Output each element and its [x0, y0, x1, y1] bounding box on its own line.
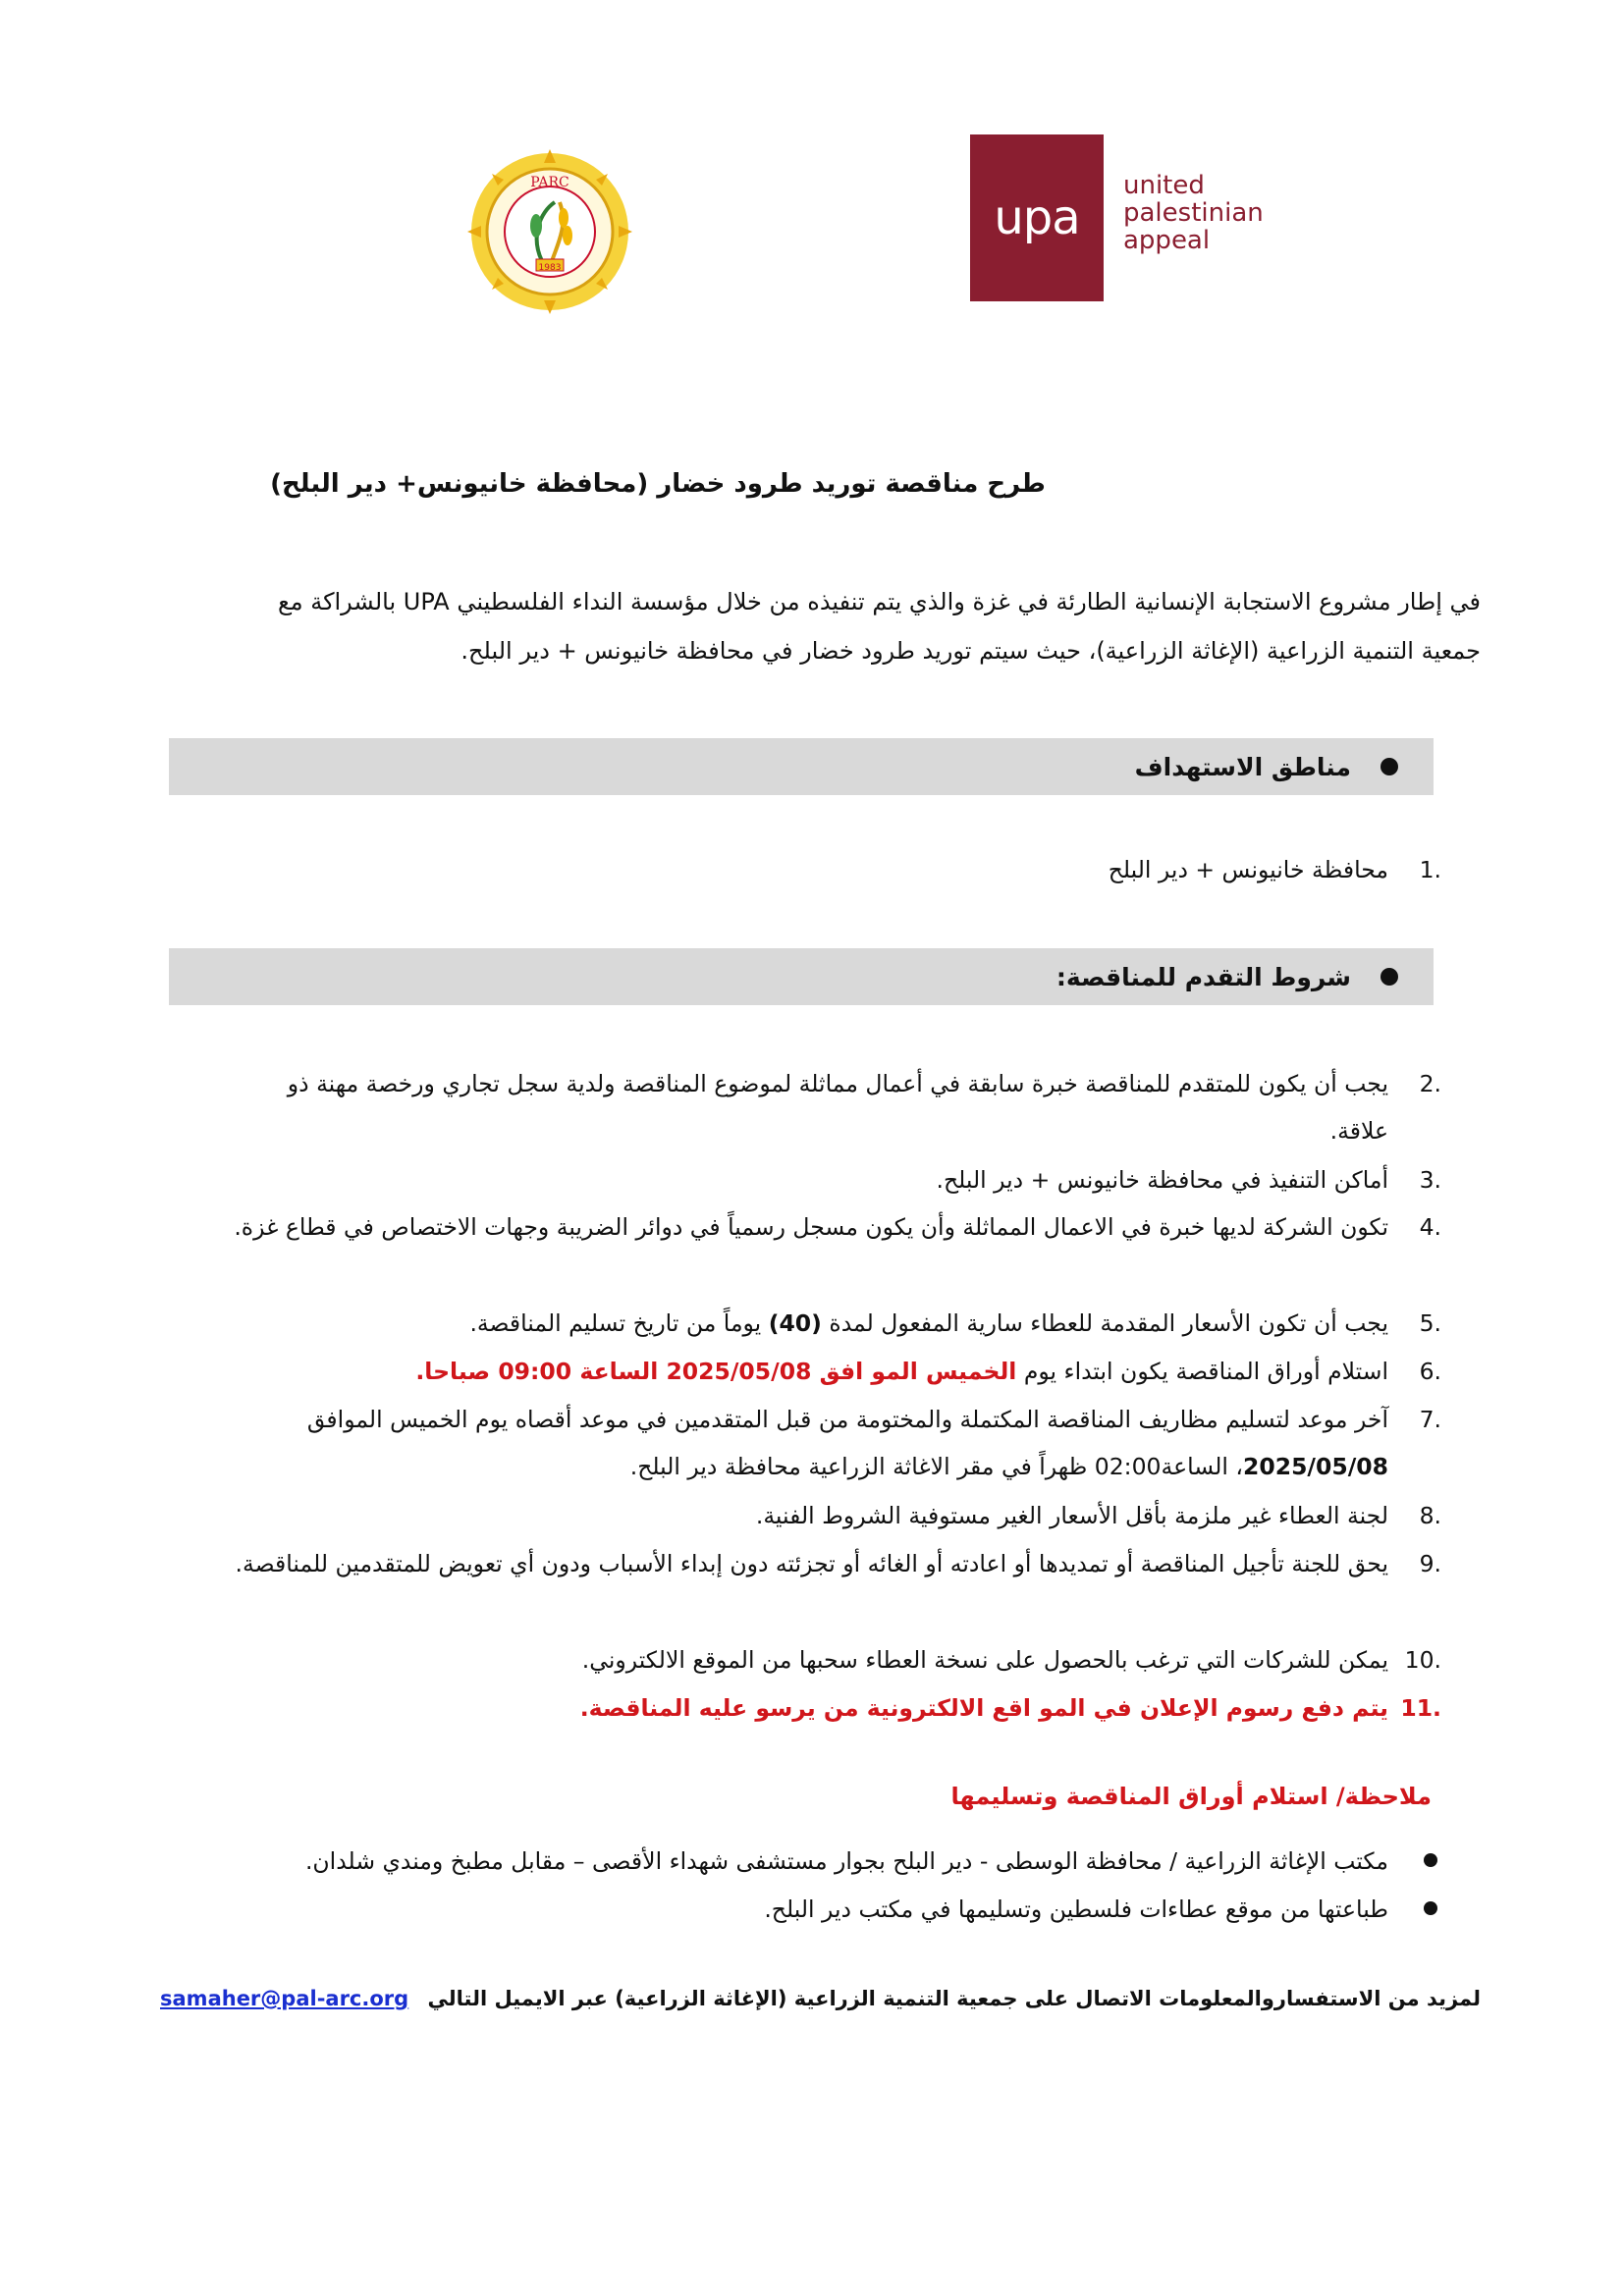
condition-item-9: 9. يحق للجنة تأجيل المناقصة أو تمديدها أو اعادته أو الغائه أو تجزئته دون إبداء الأسباب ودون أي تعويض للمتقدمين للمناقصة.: [235, 1550, 1441, 1577]
bullet-icon: [1424, 1853, 1437, 1867]
condition-item-4: 4. تكون الشركة لديها خبرة في الاعمال المماثلة وأن يكون مسجل رسمياً في دوائر الضريبة وجهات الاختصاص في قطاع غزة.: [234, 1213, 1441, 1241]
note-bullet-2: طباعتها من موقع عطاءات فلسطين وتسليمها في مكتب دير البلح.: [230, 1886, 1388, 1933]
condition-item-7: 7. آخر موعد لتسليم مظاريف المناقصة المكتملة والمختومة من قبل المتقدمين في موعد أقصاه يوم الخميس الموافق 2025/05/08، الساعة02:00 ظهراً في مقر الاغاثة الزراعية محافظة دير البلح.: [306, 1406, 1441, 1480]
note-title: ملاحظة/ استلام أوراق المناقصة وتسليمها: [950, 1783, 1432, 1810]
svg-text:1983: 1983: [538, 263, 562, 273]
condition-item-10: 10. يمكن للشركات التي ترغب بالحصول على نسخة العطاء سحبها من الموقع الالكتروني.: [581, 1646, 1441, 1674]
condition-item-2: 2. يجب أن يكون للمتقدم للمناقصة خبرة سابقة في أعمال مماثلة لموضوع المناقصة ولدية سجل تجاري ورخصة مهنة ذو علاقة.: [287, 1070, 1441, 1145]
section-conditions-header: [169, 948, 1434, 1005]
upa-wordmark: united palestinian appeal: [1123, 171, 1264, 255]
condition-item-6: 6. استلام أوراق المناقصة يكون ابتداء يوم الخميس المو افق 2025/05/08 الساعة 09:00 صباحا.: [415, 1358, 1441, 1385]
contact-email-link[interactable]: samaher@pal-arc.org: [160, 1987, 409, 2010]
parc-emblem-icon: [452, 149, 648, 314]
upa-mark: upa: [970, 134, 1104, 301]
svg-text:PARC: PARC: [530, 175, 569, 190]
contact-footer: [145, 1987, 1481, 2010]
parc-logo: [452, 149, 648, 314]
bullet-icon: [1380, 758, 1398, 775]
intro-line-2: جمعية التنمية الزراعية (الإغاثة الزراعية)، حيث سيتم توريد طرود خضار في محافظة خانيونس + دير البلح.: [460, 637, 1481, 665]
upa-logo: [970, 134, 1274, 301]
bullet-icon: [1380, 968, 1398, 986]
page-title: طرح مناقصة توريد طرود خضار (محافظة خانيونس+ دير البلح): [270, 469, 1046, 499]
condition-item-3: 3. أماكن التنفيذ في محافظة خانيونس + دير البلح.: [936, 1166, 1441, 1194]
bullet-icon: [1424, 1901, 1437, 1915]
section-target-header: [169, 738, 1434, 795]
note-bullet-1: مكتب الإغاثة الزراعية / محافظة الوسطى - دير البلح بجوار مستشفى شهداء الأقصى – مقابل مطبخ ومندي شلدان.: [230, 1838, 1388, 1885]
condition-item-8: 8. لجنة العطاء غير ملزمة بأقل الأسعار الغير مستوفية الشروط الفنية.: [755, 1502, 1441, 1529]
target-item-1: 1. محافظة خانيونس + دير البلح: [1108, 856, 1441, 883]
section-conditions-title: شروط التقدم للمناقصة:: [1056, 962, 1351, 991]
condition-item-11: 11. يتم دفع رسوم الإعلان في المو اقع الالكترونية من يرسو عليه المناقصة.: [579, 1694, 1441, 1722]
condition-item-5: 5. يجب أن تكون الأسعار المقدمة للعطاء سارية المفعول لمدة (40) يوماً من تاريخ تسليم المناقصة.: [469, 1309, 1441, 1337]
intro-line-1: في إطار مشروع الاستجابة الإنسانية الطارئة في غزة والذي يتم تنفيذه من خلال مؤسسة النداء الفلسطيني UPA بالشراكة مع: [277, 588, 1481, 615]
section-target-title: مناطق الاستهداف: [1134, 752, 1351, 781]
intro-paragraph: [165, 577, 1481, 675]
contact-text: لمزيد من الاستفساروالمعلومات الاتصال على جمعية التنمية الزراعية (الإغاثة الزراعية) عبر الايميل التالي: [427, 1987, 1481, 2010]
